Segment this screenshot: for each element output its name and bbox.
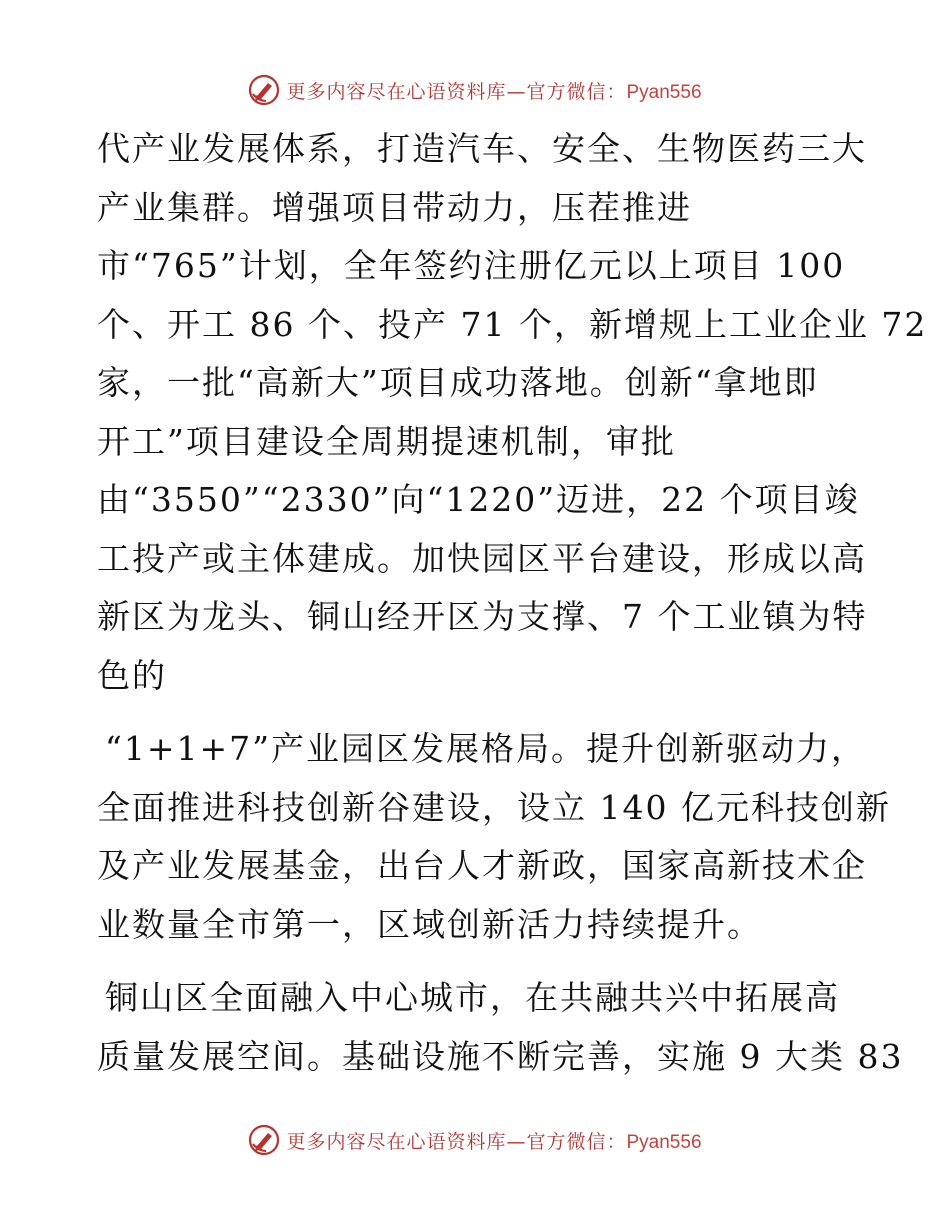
paragraph-gap bbox=[97, 954, 877, 969]
watermark-text: 更多内容尽在心语资料库—官方微信：Pyan556 bbox=[286, 1130, 702, 1153]
text-line: 新区为龙头、铜山经开区为支撑、7 个工业镇为特 bbox=[97, 597, 868, 636]
watermark-account: Pyan556 bbox=[626, 81, 702, 103]
text-line: 及产业发展基金，出台人才新政，国家高新技术企 bbox=[97, 846, 867, 885]
text-line: 全面推进科技创新谷建设，设立 140 亿元科技创新 bbox=[97, 787, 891, 827]
text-line: 色的 bbox=[97, 655, 167, 695]
text-line: 产业集群。增强项目带动力，压茬推进 bbox=[97, 187, 692, 227]
text-line: 家，一批“高新大”项目成功落地。创新“拿地即 bbox=[97, 363, 819, 402]
watermark-text: 更多内容尽在心语资料库—官方微信：Pyan556 bbox=[286, 80, 702, 103]
text-line: 质量发展空间。基础设施不断完善，实施 9 大类 83 bbox=[97, 1036, 904, 1076]
text-line: 业数量全市第一，区域创新活力持续提升。 bbox=[97, 904, 762, 944]
text-line: 代产业发展体系，打造汽车、安全、生物医药三大 bbox=[97, 129, 867, 168]
text-line: 个、开工 86 个、投产 71 个，新增规上工业企业 72 bbox=[97, 304, 928, 344]
text-line: 开工”项目建设全周期提速机制，审批 bbox=[97, 421, 676, 461]
text-line: “1+1+7”产业园区发展格局。提升创新驱动力， bbox=[105, 729, 867, 768]
text-line: 工投产或主体建成。加快园区平台建设，形成以高 bbox=[97, 538, 867, 578]
text-line: 由“3550”“2330”向“1220”迈进，22 个项目竣 bbox=[97, 480, 860, 519]
footer-watermark bbox=[0, 1122, 950, 1158]
notebook-pen-logo-icon bbox=[248, 1124, 280, 1156]
notebook-pen-logo-icon bbox=[248, 74, 280, 106]
text-line: 市“765”计划，全年签约注册亿元以上项目 100 bbox=[97, 246, 846, 285]
header-watermark bbox=[0, 72, 950, 108]
document-body bbox=[97, 120, 928, 1086]
paragraph-gap bbox=[97, 705, 877, 720]
watermark-account: Pyan556 bbox=[626, 1131, 702, 1153]
text-line: 铜山区全面融入中心城市，在共融共兴中拓展高 bbox=[105, 978, 840, 1017]
